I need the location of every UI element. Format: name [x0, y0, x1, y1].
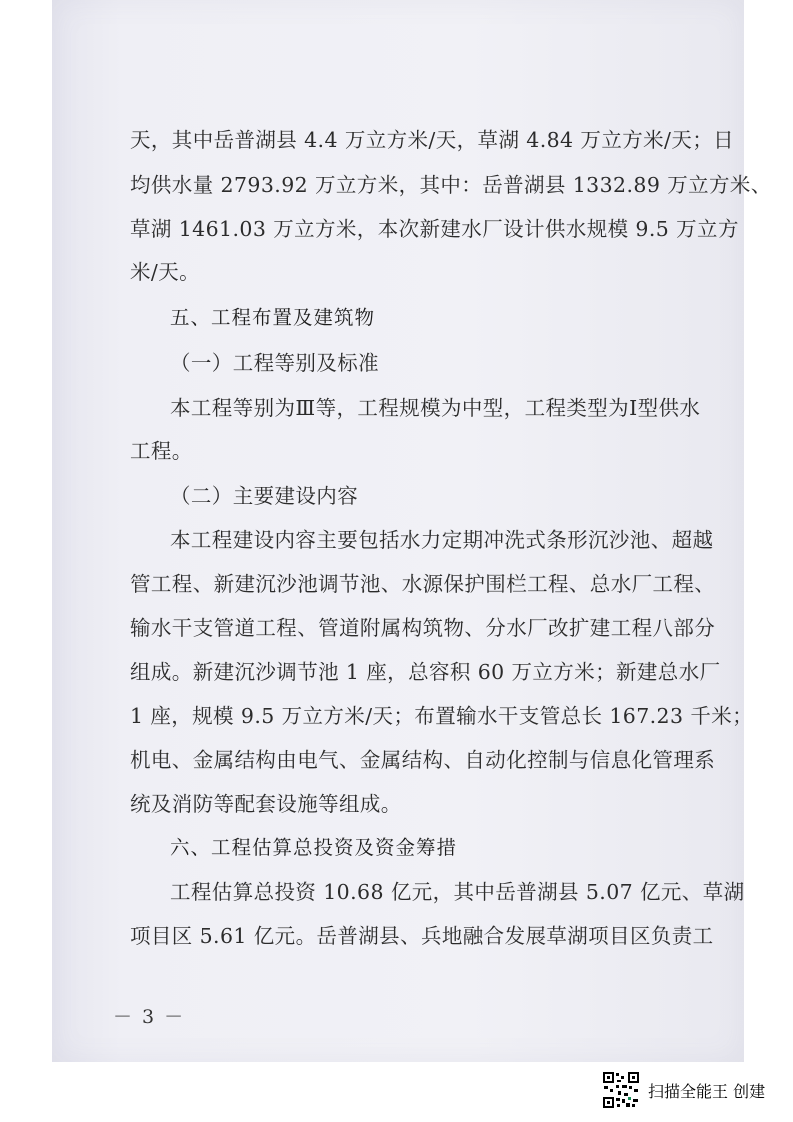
paragraph-line: 项目区 5.61 亿元。岳普湖县、兵地融合发展草湖项目区负责工 [130, 924, 714, 948]
qr-code-icon [602, 1071, 640, 1109]
subsection-heading: （一）工程等别及标准 [170, 351, 379, 375]
paragraph-line: 工程估算总投资 10.68 亿元，其中岳普湖县 5.07 亿元、草湖 [170, 880, 745, 904]
paragraph-line: 1 座，规模 9.5 万立方米/天；布置输水干支管总长 167.23 千米； [130, 704, 754, 728]
paragraph-line: 输水干支管道工程、管道附属构筑物、分水厂改扩建工程八部分 [130, 616, 716, 640]
paragraph-line: 米/天。 [130, 260, 201, 284]
section-heading: 五、工程布置及建筑物 [170, 306, 376, 329]
page-number: － 3 － [113, 1006, 186, 1028]
paragraph-line: 统及消防等配套设施等组成。 [130, 792, 402, 816]
paragraph-line: 草湖 1461.03 万立方米，本次新建水厂设计供水规模 9.5 万立方 [130, 217, 739, 241]
paragraph-line: 组成。新建沉沙调节池 1 座，总容积 60 万立方米；新建总水厂 [130, 660, 721, 684]
paragraph-line: 工程。 [130, 439, 193, 463]
watermark-text: 扫描全能王 创建 [648, 1081, 766, 1101]
paragraph-line: 均供水量 2793.92 万立方米，其中：岳普湖县 1332.89 万立方米、 [130, 173, 772, 197]
section-heading: 六、工程估算总投资及资金筹措 [170, 836, 458, 859]
paragraph-line: 本工程等别为Ⅲ等，工程规模为中型，工程类型为Ⅰ型供水 [170, 396, 701, 420]
scanner-watermark [602, 1068, 765, 1112]
paragraph-line: 机电、金属结构由电气、金属结构、自动化控制与信息化管理系 [130, 748, 716, 772]
paragraph-line: 本工程建设内容主要包括水力定期冲洗式条形沉沙池、超越 [170, 528, 714, 552]
paragraph-line: 管工程、新建沉沙池调节池、水源保护围栏工程、总水厂工程、 [130, 572, 716, 596]
paragraph-line: 天，其中岳普湖县 4.4 万立方米/天，草湖 4.84 万立方米/天；日 [130, 128, 735, 152]
subsection-heading: （二）主要建设内容 [170, 484, 359, 508]
